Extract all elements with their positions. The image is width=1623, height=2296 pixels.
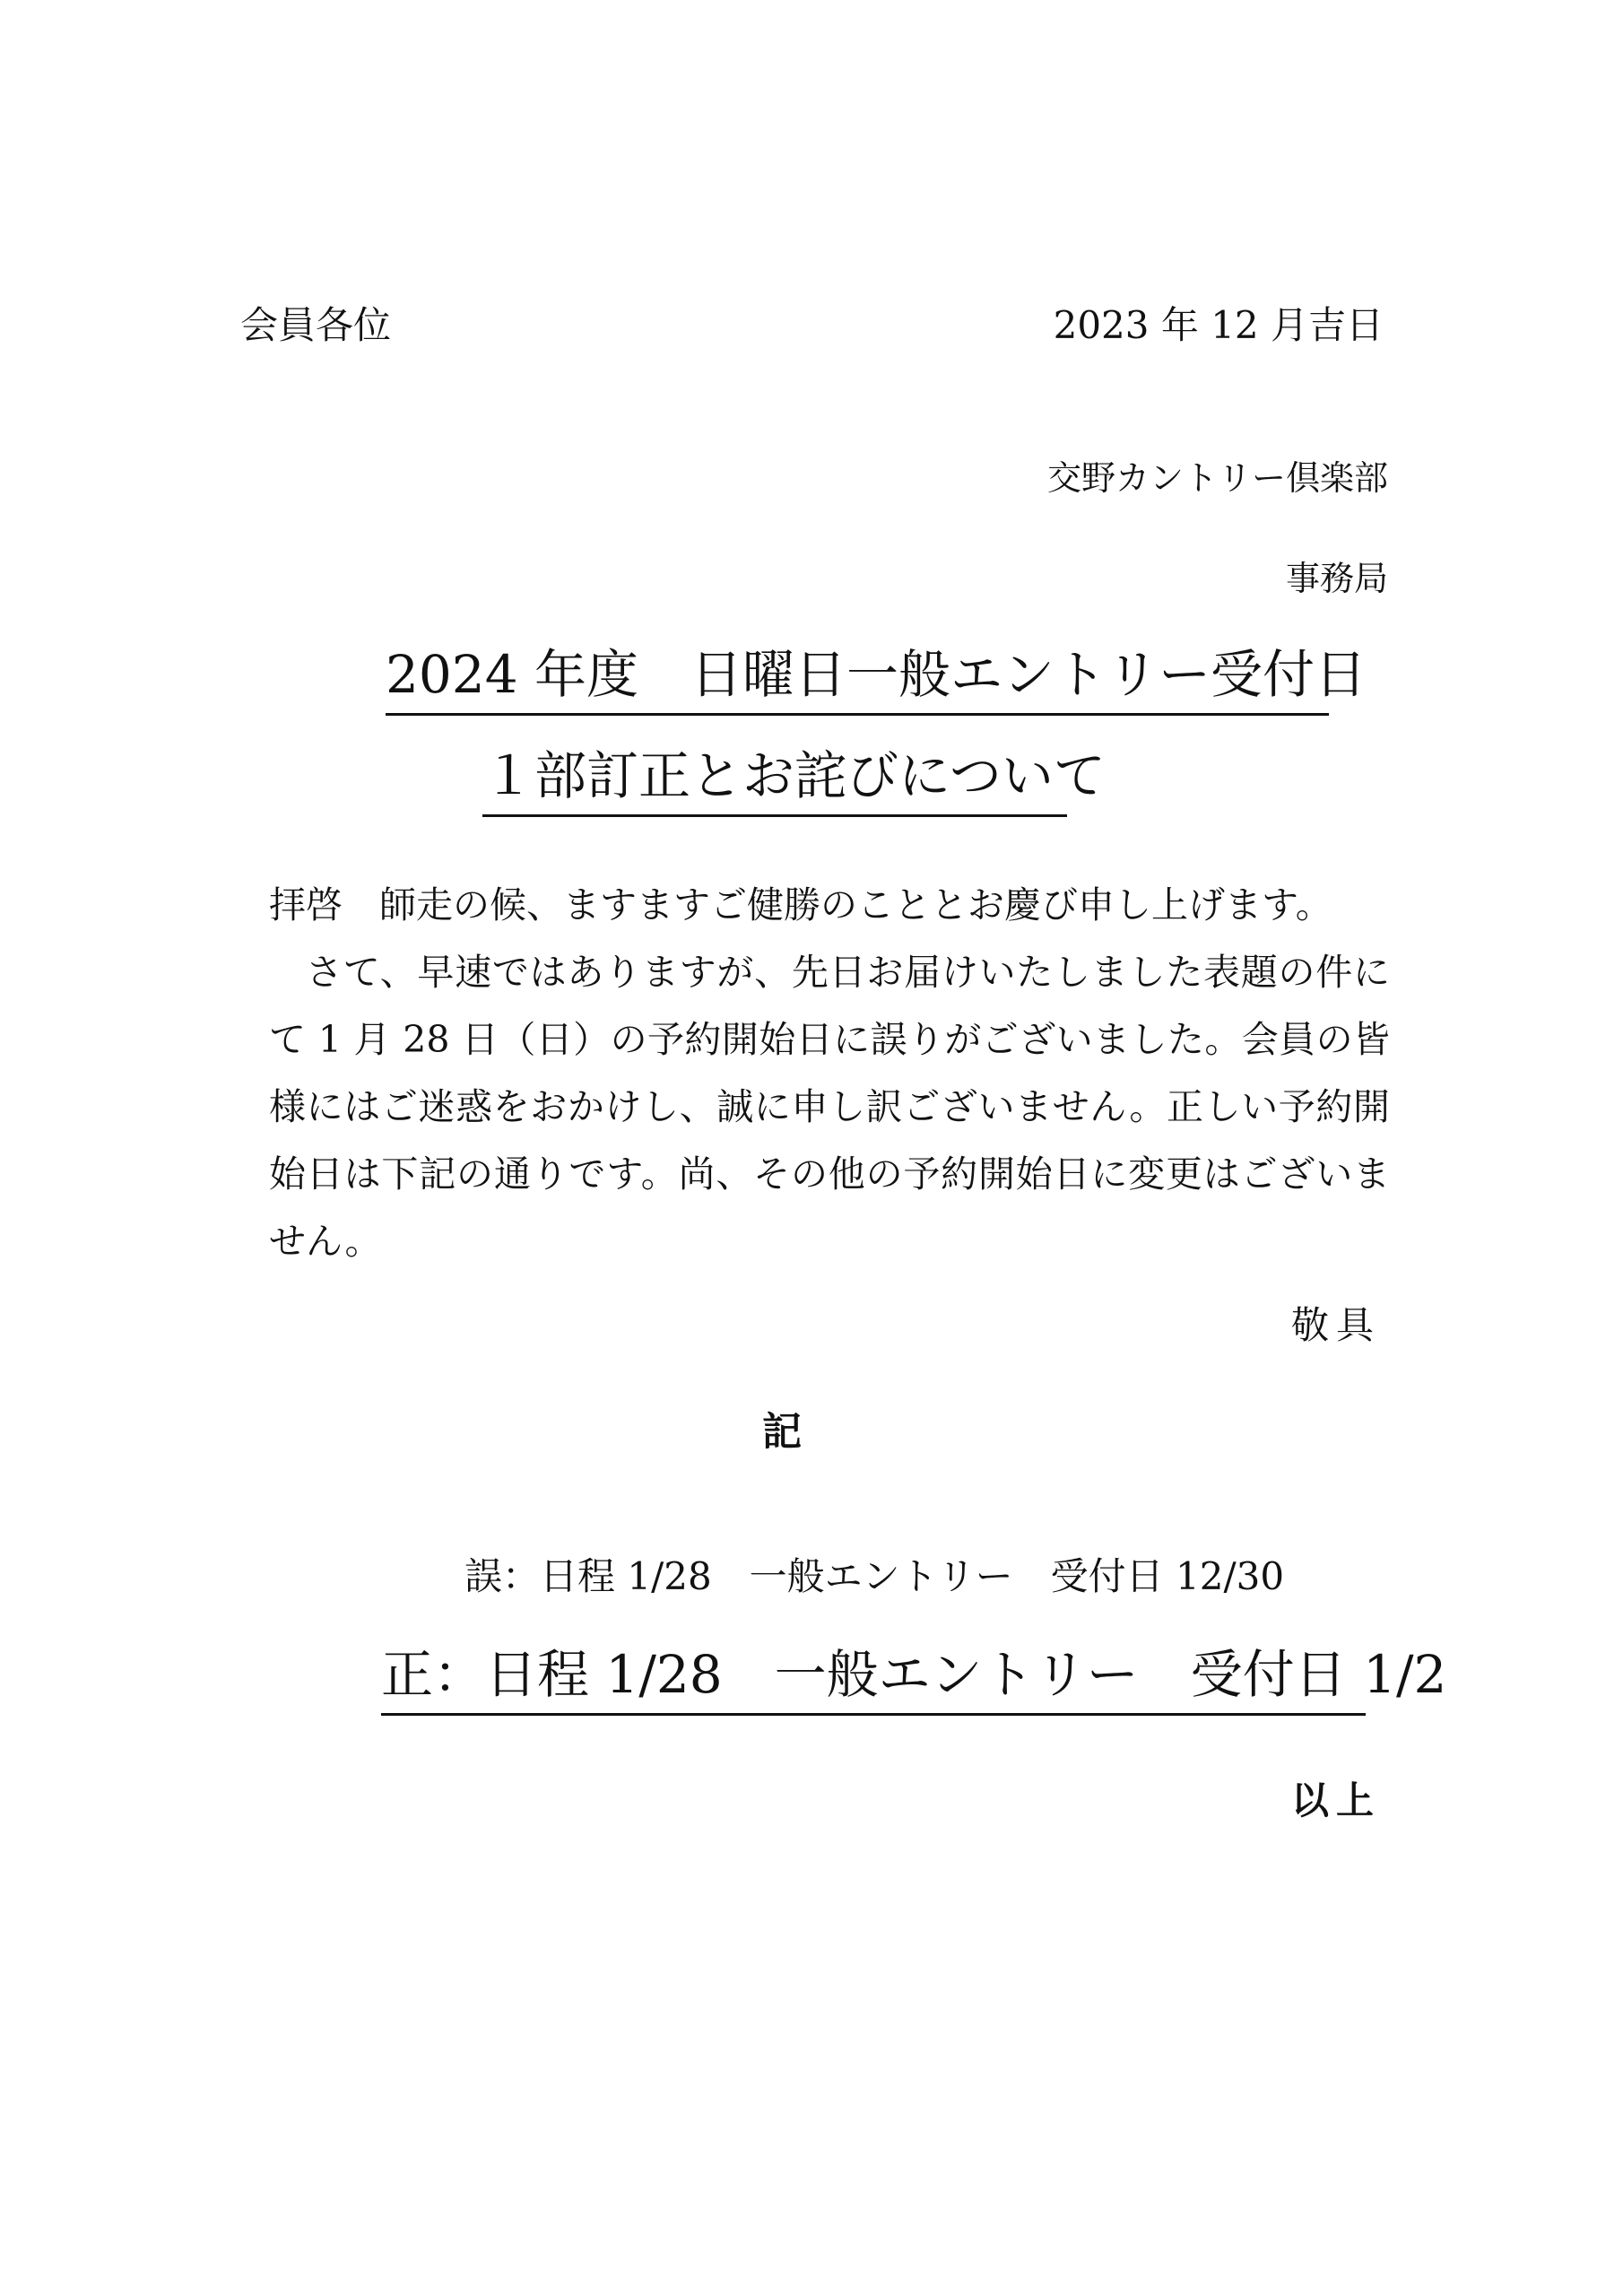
title-line-1: 2024 年度 日曜日一般エントリー受付日 <box>386 632 1329 716</box>
title-line-2: １部訂正とお詫びについて <box>482 734 1067 817</box>
department-name: 事務局 <box>1285 559 1388 598</box>
correct-entry-line: 正：日程 1/28 一般エントリー 受付日 1/2 <box>381 1632 1366 1716</box>
letter-body <box>269 872 1390 1275</box>
end-mark: 以上 <box>1290 1779 1381 1822</box>
closing-word: 敬具 <box>1290 1303 1381 1347</box>
notice-heading: 記 <box>762 1409 802 1455</box>
issue-date: 2023 年 12 月吉日 <box>1053 303 1384 347</box>
wrong-entry-line: 誤：日程 1/28 一般エントリー 受付日 12/30 <box>464 1554 1285 1598</box>
greeting-line: 拝啓 師走の候、ますますご健勝のこととお慶び申し上げます。 <box>269 883 1332 926</box>
organization-name: 交野カントリー倶楽部 <box>1046 458 1388 498</box>
main-paragraph: さて、早速ではありますが、先日お届けいたしました表題の件にて 1 月 28 日（日）の予約開始日に誤りがございました。会員の皆様にはご迷惑をおかけし、誠に申し訳ございません。正しい予約開始日は下記の通りです。尚、その他の予約開始日に変更はございません。 <box>269 951 1390 1263</box>
addressee: 会員各位 <box>240 303 392 347</box>
